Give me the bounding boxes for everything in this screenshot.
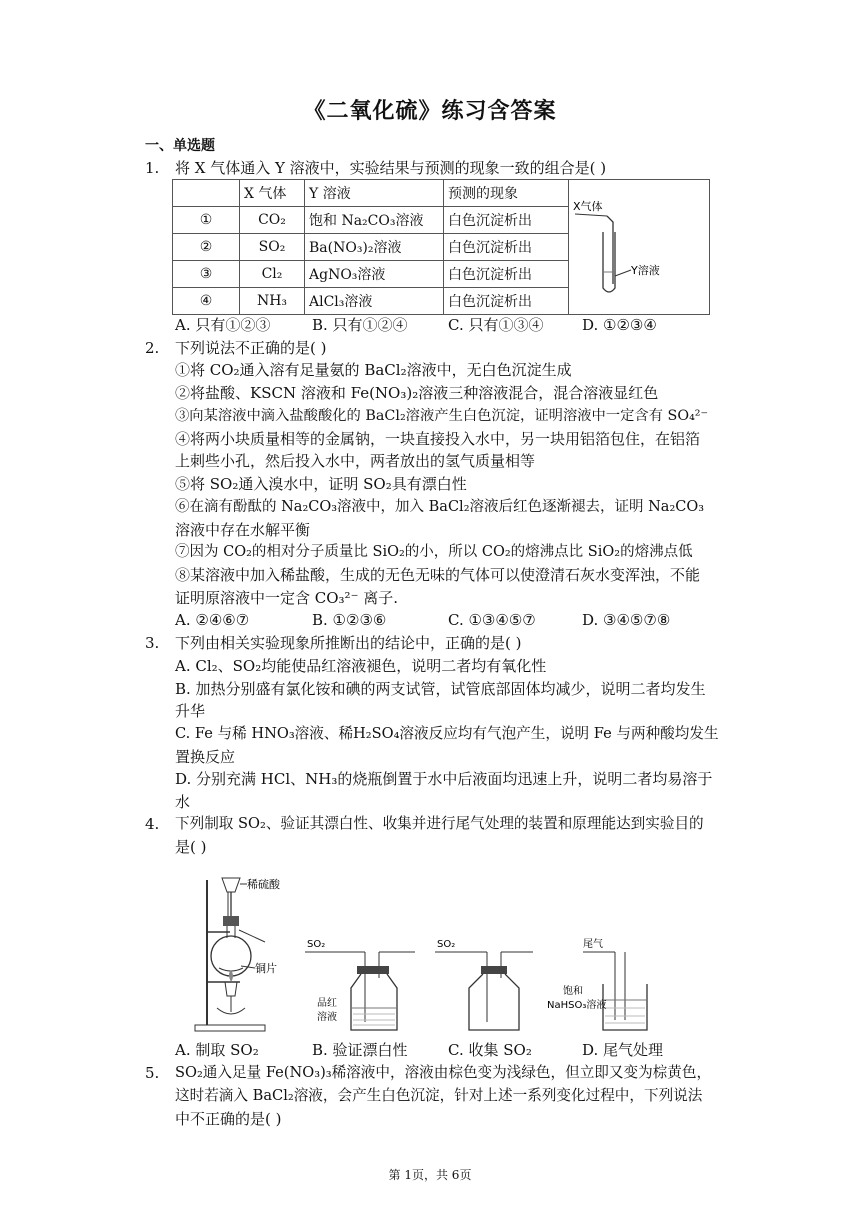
q2-line: 证明原溶液中一定含 CO₃²⁻ 离子. bbox=[175, 589, 399, 607]
q2-line: ⑥在滴有酚酞的 Na₂CO₃溶液中，加入 BaCl₂溶液后红色逐渐褪去，证明 Na₂CO₃ bbox=[175, 499, 705, 515]
tail-gas-label: 尾气 bbox=[583, 939, 603, 950]
page-title: 《二氧化硫》练习含答案 bbox=[303, 99, 557, 124]
q4-option-c: C. 收集 SO₂ bbox=[448, 1041, 532, 1059]
q2-line: 溶液中存在水解平衡 bbox=[175, 521, 311, 539]
table-cell: ④ bbox=[173, 288, 240, 315]
q2-option-b: B. ①②③⑥ bbox=[312, 611, 387, 629]
table-cell: ③ bbox=[173, 261, 240, 288]
y-solution-label: Y溶液 bbox=[631, 264, 660, 277]
table-cell: ② bbox=[173, 234, 240, 261]
q5-line: SO₂通入足量 Fe(NO₃)₃稀溶液中，溶液由棕色变为浅绿色，但立即又变为棕黄色， bbox=[175, 1064, 712, 1081]
q3-option-c-cont: 置换反应 bbox=[175, 748, 236, 766]
q2-number: 2. bbox=[145, 339, 160, 357]
q3-option-b-cont: 升华 bbox=[175, 702, 206, 720]
nahso3-label: NaHSO₃溶液 bbox=[547, 1000, 607, 1011]
q1-option-c: C. 只有①③④ bbox=[448, 316, 544, 334]
table-cell: Cl₂ bbox=[240, 261, 305, 288]
q1-number: 1. bbox=[145, 159, 160, 177]
q4-stem-cont: 是( ) bbox=[175, 838, 207, 856]
pinhong-label: 品红 bbox=[317, 998, 337, 1009]
q2-line: ④将两小块质量相等的金属钠，一块直接投入水中，另一块用铝箔包住，在铝箔 bbox=[175, 430, 701, 448]
q1-option-a: A. 只有①②③ bbox=[175, 316, 271, 334]
table-cell: X 气体 bbox=[240, 180, 305, 207]
q3-option-b: B. 加热分别盛有氯化铵和碘的两支试管，试管底部固体均减少，说明二者均发生 bbox=[175, 680, 706, 698]
copper-label: 铜片 bbox=[255, 962, 277, 975]
saturated-label: 饱和 bbox=[563, 986, 583, 997]
q2-option-d: D. ③④⑤⑦⑧ bbox=[582, 611, 671, 629]
q4-option-a: A. 制取 SO₂ bbox=[175, 1041, 259, 1059]
q2-line: ⑤将 SO₂通入溴水中，证明 SO₂具有漂白性 bbox=[175, 475, 467, 493]
apparatus-a bbox=[195, 877, 281, 1031]
table-cell: 预测的现象 bbox=[444, 180, 569, 207]
q3-number: 3. bbox=[145, 634, 160, 652]
q2-line: ⑦因为 CO₂的相对分子质量比 SiO₂的小，所以 CO₂的熔沸点比 SiO₂的熔沸点低 bbox=[175, 544, 693, 560]
q3-option-d-cont: 水 bbox=[175, 793, 191, 811]
q5-number: 5. bbox=[145, 1064, 160, 1082]
q4-option-b: B. 验证漂白性 bbox=[312, 1041, 408, 1059]
q1-option-d: D. ①②③④ bbox=[582, 316, 657, 334]
table-cell: AgNO₃溶液 bbox=[305, 261, 444, 288]
q4-option-d: D. 尾气处理 bbox=[582, 1041, 664, 1059]
table-cell: Ba(NO₃)₂溶液 bbox=[305, 234, 444, 261]
q1-option-b: B. 只有①②④ bbox=[312, 316, 408, 334]
page-footer: 第 1页，共 6页 bbox=[388, 1168, 472, 1182]
table-cell: CO₂ bbox=[240, 207, 305, 234]
q5-line: 中不正确的是( ) bbox=[175, 1110, 282, 1128]
table-cell: 饱和 Na₂CO₃溶液 bbox=[305, 207, 444, 234]
q3-option-c: C. Fe 与稀 HNO₃溶液、稀H₂SO₄溶液反应均有气泡产生，说明 Fe 与两种酸均发生 bbox=[175, 725, 719, 742]
table-cell: 白色沉淀析出 bbox=[444, 207, 569, 234]
apparatus-b bbox=[305, 939, 415, 1030]
table-cell: ① bbox=[173, 207, 240, 234]
q2-option-c: C. ①③④⑤⑦ bbox=[448, 611, 536, 629]
q1-stem: 将 X 气体通入 Y 溶液中，实验结果与预测的现象一致的组合是( ) bbox=[175, 159, 607, 177]
table-cell bbox=[173, 180, 240, 207]
section-heading: 一、单选题 bbox=[145, 138, 215, 154]
dilute-acid-label: 稀硫酸 bbox=[247, 878, 280, 891]
table-cell: SO₂ bbox=[240, 234, 305, 261]
q3-stem: 下列由相关实验现象所推断出的结论中，正确的是( ) bbox=[175, 634, 522, 652]
q2-line: ⑧某溶液中加入稀盐酸，生成的无色无味的气体可以使澄清石灰水变浑浊，不能 bbox=[175, 566, 701, 584]
q2-line: ③向某溶液中滴入盐酸酸化的 BaCl₂溶液产生白色沉淀，证明溶液中一定含有 SO₄²⁻ bbox=[175, 408, 709, 424]
table-cell: NH₃ bbox=[240, 288, 305, 315]
rongye-label: 溶液 bbox=[317, 1012, 337, 1023]
q2-line: ②将盐酸、KSCN 溶液和 Fe(NO₃)₂溶液三种溶液混合，混合溶液显红色 bbox=[175, 384, 659, 402]
q4-apparatus-figure bbox=[185, 870, 685, 1038]
table-cell: 白色沉淀析出 bbox=[444, 288, 569, 315]
table-cell: AlCl₃溶液 bbox=[305, 288, 444, 315]
q1-figure-cell bbox=[569, 180, 710, 315]
q2-option-a: A. ②④⑥⑦ bbox=[175, 611, 250, 629]
q1-table bbox=[172, 179, 710, 315]
q5-line: 这时若滴入 BaCl₂溶液，会产生白色沉淀，针对上述一系列变化过程中，下列说法 bbox=[175, 1087, 703, 1104]
table-cell: Y 溶液 bbox=[305, 180, 444, 207]
q3-option-a: A. Cl₂、SO₂均能使品红溶液褪色，说明二者均有氧化性 bbox=[175, 657, 547, 675]
apparatus-c bbox=[435, 939, 533, 1030]
q2-line: ①将 CO₂通入溶有足量氨的 BaCl₂溶液中，无白色沉淀生成 bbox=[175, 361, 572, 379]
b-so2-label: SO₂ bbox=[307, 939, 326, 950]
x-gas-label: X气体 bbox=[573, 200, 603, 213]
q2-stem: 下列说法不正确的是( ) bbox=[175, 339, 327, 357]
table-cell: 白色沉淀析出 bbox=[444, 261, 569, 288]
c-so2-label: SO₂ bbox=[437, 939, 456, 950]
q3-option-d: D. 分别充满 HCl、NH₃的烧瓶倒置于水中后液面均迅速上升，说明二者均易溶于 bbox=[175, 770, 713, 788]
test-tube-figure bbox=[569, 180, 709, 310]
q4-stem: 下列制取 SO₂、验证其漂白性、收集并进行尾气处理的装置和原理能达到实验目的 bbox=[175, 815, 704, 832]
table-row bbox=[173, 180, 710, 207]
q2-line: 上刺些小孔，然后投入水中，两者放出的氢气质量相等 bbox=[175, 452, 536, 470]
apparatus-d bbox=[547, 938, 647, 1030]
table-cell: 白色沉淀析出 bbox=[444, 234, 569, 261]
q4-number: 4. bbox=[145, 815, 160, 833]
